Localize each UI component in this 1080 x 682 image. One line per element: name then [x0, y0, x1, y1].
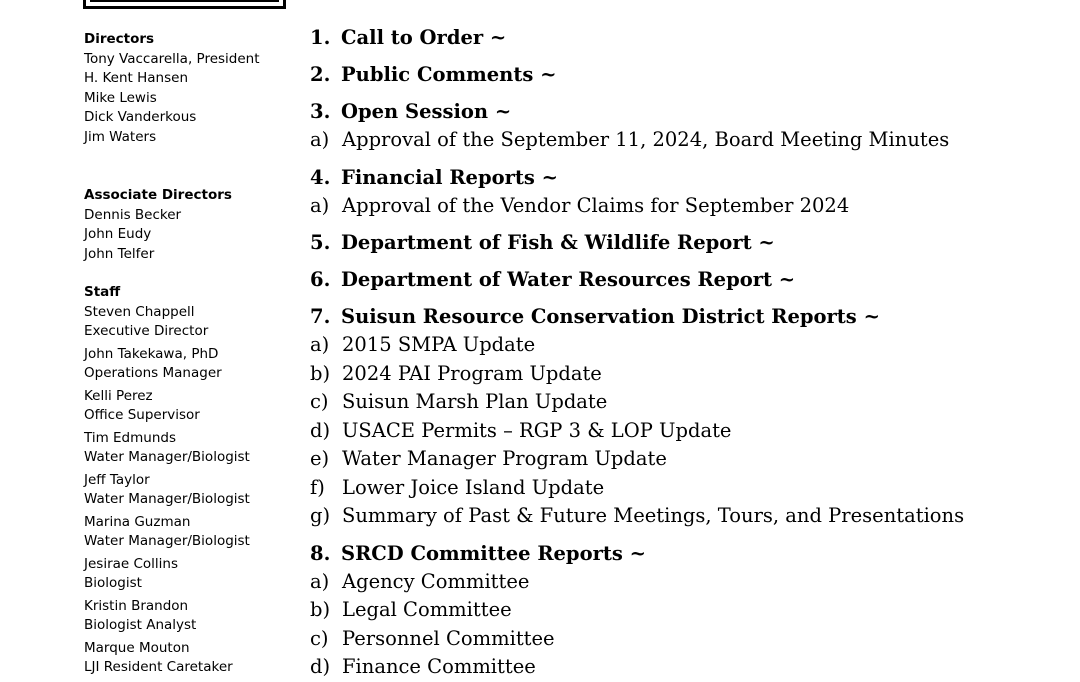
agenda-item-number: 6. — [310, 268, 331, 291]
agenda-subitem-text: USACE Permits – RGP 3 & LOP Update — [342, 418, 732, 442]
agenda-subitem — [310, 474, 1050, 503]
agenda-subitem-letter: a) — [310, 193, 330, 217]
agenda-subitem-letter: b) — [310, 598, 331, 621]
agenda-list — [310, 24, 1050, 682]
agenda-item-title: Call to Order ~ — [341, 26, 507, 49]
agenda-item — [310, 98, 1050, 126]
agenda-subitem-text: 2015 SMPA Update — [342, 333, 536, 356]
agenda-subitem-letter: a) — [310, 128, 330, 151]
staff-list — [84, 303, 279, 678]
agenda-item-number: 4. — [310, 165, 331, 189]
staff-entry — [84, 429, 279, 468]
agenda-subitem-letter: e) — [310, 447, 330, 470]
agenda-subitem — [310, 625, 1050, 654]
staff-name: Marina Guzman — [84, 513, 191, 530]
staff-title: Operations Manager — [84, 365, 222, 381]
agenda-item-title: Suisun Resource Conservation District Reports ~ — [341, 305, 880, 328]
agenda-subitem-text: Agency Committee — [342, 569, 530, 593]
agenda-item — [310, 266, 1050, 294]
agenda-item-number: 8. — [310, 541, 331, 565]
agenda-subitem — [310, 417, 1050, 446]
agenda-subitem-letter: f) — [310, 475, 325, 499]
agenda-item-number: 5. — [310, 231, 331, 254]
agenda-subitem-letter: d) — [310, 418, 331, 442]
director-name: Mike Lewis — [84, 89, 157, 106]
agenda-subitem — [310, 596, 1050, 625]
agenda-item-title: Financial Reports ~ — [341, 165, 558, 189]
staff-name: Marque Mouton — [84, 639, 190, 656]
agenda-item — [310, 540, 1050, 568]
agenda-item-number: 7. — [310, 305, 331, 328]
agenda-item — [310, 61, 1050, 89]
staff-entry — [84, 387, 279, 426]
agenda-item — [310, 229, 1050, 257]
agenda-subitem-text: 2024 PAI Program Update — [342, 361, 602, 385]
staff-name: Kristin Brandon — [84, 597, 189, 614]
staff-name: Steven Chappell — [84, 303, 195, 320]
staff-entry — [84, 555, 279, 594]
agenda-item-title: Public Comments ~ — [341, 63, 557, 86]
director-name: Jim Waters — [84, 128, 157, 145]
staff-title: Biologist — [84, 575, 142, 591]
staff-heading: Staff — [84, 284, 121, 300]
agenda-item-number: 2. — [310, 63, 331, 86]
staff-name: Jesirae Collins — [84, 555, 179, 572]
agenda-subitem — [310, 445, 1050, 474]
agenda-subitem-letter: b) — [310, 361, 331, 385]
director-name: H. Kent Hansen — [84, 70, 188, 86]
staff-name: Kelli Perez — [84, 387, 153, 404]
staff-title: Biologist Analyst — [84, 617, 197, 633]
agenda-item — [310, 24, 1050, 52]
agenda-subitem-letter: c) — [310, 626, 329, 650]
agenda-subitem-letter: g) — [310, 504, 331, 527]
sidebar-roster — [84, 30, 279, 681]
staff-title: LJI Resident Caretaker — [84, 659, 233, 675]
agenda-subitem — [310, 388, 1050, 417]
agenda-subitem-letter: d) — [310, 655, 331, 678]
associate-directors-heading: Associate Directors — [84, 187, 232, 203]
agenda-item-title: SRCD Committee Reports ~ — [341, 541, 646, 565]
agenda-subitem-text: Approval of the September 11, 2024, Board Meeting Minutes — [342, 128, 950, 151]
director-name: Dick Vanderkous — [84, 109, 197, 125]
agenda-subitem-text: Legal Committee — [342, 598, 512, 621]
staff-title: Water Manager/Biologist — [84, 533, 250, 549]
agenda-subitem — [310, 126, 1050, 155]
agenda-item-number: 1. — [310, 26, 331, 49]
directors-heading: Directors — [84, 31, 155, 47]
associate-director-name: Dennis Becker — [84, 206, 182, 223]
staff-title: Office Supervisor — [84, 407, 200, 423]
agenda-subitem-text: Personnel Committee — [342, 626, 555, 650]
agenda-item-title: Open Session ~ — [341, 100, 512, 123]
agenda-item-title: Department of Water Resources Report ~ — [341, 268, 796, 291]
logo-frame — [83, 0, 286, 9]
agenda-subitem-text: Water Manager Program Update — [342, 447, 667, 470]
agenda-subitem-letter: a) — [310, 333, 330, 356]
staff-title: Water Manager/Biologist — [84, 491, 250, 507]
agenda-subitem — [310, 360, 1050, 389]
staff-entry — [84, 513, 279, 552]
agenda-subitem — [310, 192, 1050, 221]
agenda-subitem-text: Lower Joice Island Update — [342, 475, 605, 499]
staff-name: John Takekawa, PhD — [84, 345, 219, 362]
agenda-subitem — [310, 331, 1050, 360]
agenda-subitem-letter: c) — [310, 390, 329, 413]
agenda-subitem-text: Summary of Past & Future Meetings, Tours, and Presentations — [342, 504, 965, 527]
staff-name: Tim Edmunds — [84, 429, 176, 446]
agenda-subitem — [310, 653, 1050, 682]
staff-entry — [84, 345, 279, 384]
staff-title: Water Manager/Biologist — [84, 449, 250, 465]
agenda-item — [310, 303, 1050, 331]
agenda-item — [310, 164, 1050, 192]
agenda-subitem-text: Suisun Marsh Plan Update — [342, 390, 608, 413]
agenda-item-title: Department of Fish & Wildlife Report ~ — [341, 231, 775, 254]
staff-entry — [84, 597, 279, 636]
agenda-item-number: 3. — [310, 100, 331, 123]
associate-director-name: John Eudy — [84, 226, 152, 242]
agenda-subitem-text: Approval of the Vendor Claims for September 2024 — [342, 193, 850, 217]
agenda-subitem-letter: a) — [310, 569, 330, 593]
agenda-subitem-text: Finance Committee — [342, 655, 536, 678]
agenda-subitem — [310, 502, 1050, 531]
staff-entry — [84, 471, 279, 510]
staff-name: Jeff Taylor — [84, 471, 150, 488]
staff-entry — [84, 303, 279, 342]
agenda-subitem — [310, 568, 1050, 597]
staff-entry — [84, 639, 279, 678]
associate-director-name: John Telfer — [84, 245, 155, 262]
director-name: Tony Vaccarella, President — [84, 50, 260, 67]
staff-title: Executive Director — [84, 323, 209, 339]
